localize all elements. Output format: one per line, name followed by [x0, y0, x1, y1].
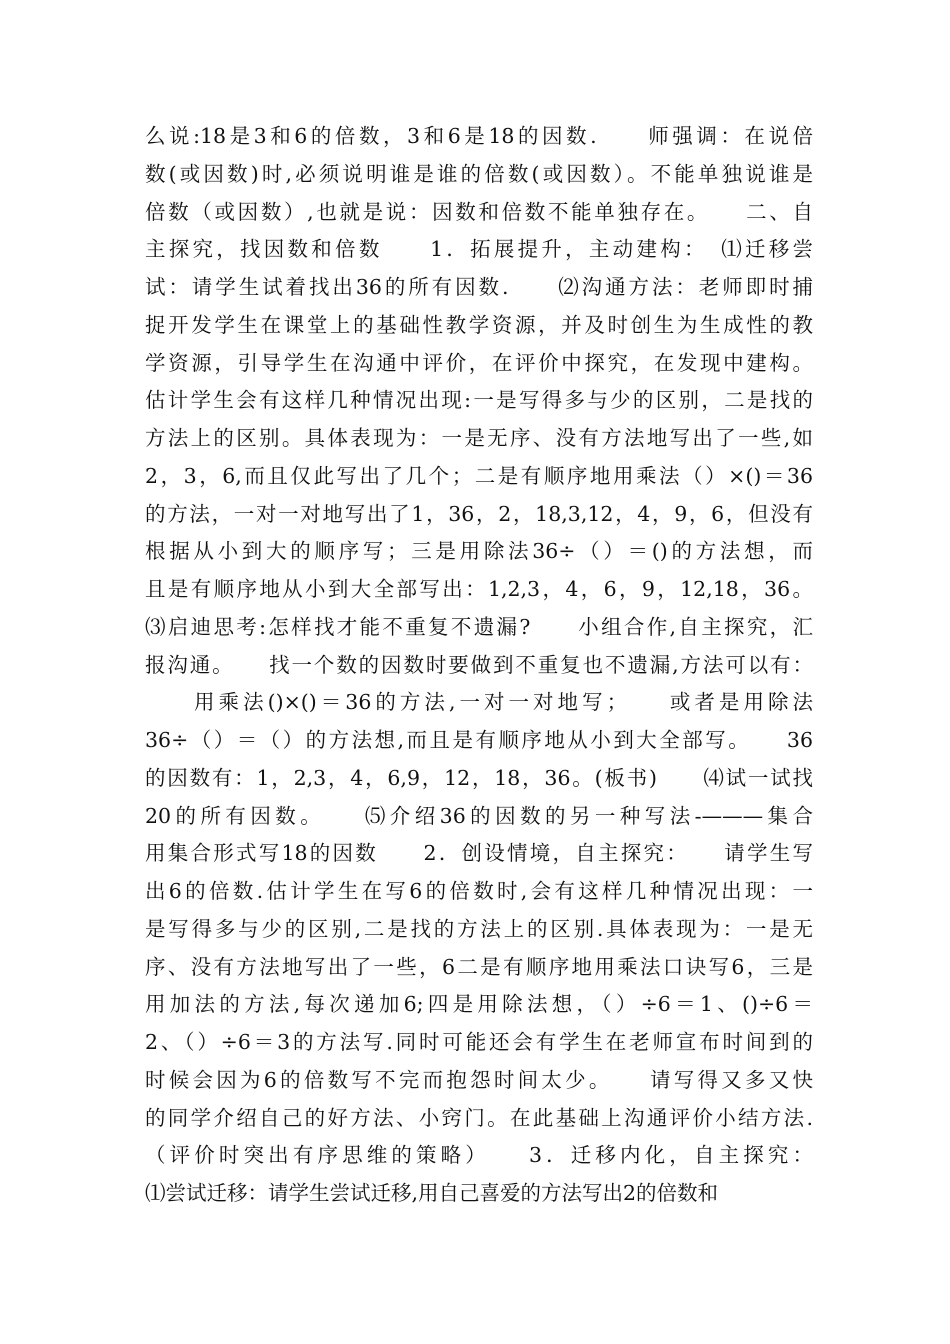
- text-line-6: 捉开发学生在课堂上的基础性教学资源，并及时创生为生成性的教: [145, 312, 813, 337]
- text-line-21: 出6的倍数.估计学生在写6的倍数时,会有这样几种情况出现：一: [145, 879, 813, 903]
- text-line-20: 用集合形式写18的因数 2．创设情境，自主探究： 请学生写: [145, 841, 813, 866]
- text-line-29: ⑴尝试迁移：请学生尝试迁移,用自己喜爱的方法写出2的倍数和: [145, 1181, 719, 1205]
- text-line-13: 且是有顺序地从小到大全部写出：1,2,3，4，6，9，12,18，36。: [145, 577, 813, 601]
- text-line-18: 的因数有：1，2,3，4，6,9，12，18，36。(板书) ⑷试一试找: [145, 765, 813, 790]
- text-line-12: 根据从小到大的顺序写；三是用除法36÷（）＝()的方法想，而: [145, 539, 813, 564]
- text-line-4: 主探究，找因数和倍数 1．拓展提升，主动建构： ⑴迁移尝: [145, 237, 813, 262]
- text-line-25: 2、（）÷6＝3的方法写.同时可能还会有学生在老师宣布时间到的: [145, 1030, 813, 1054]
- text-line-17: 36÷（）＝（）的方法想,而且是有顺序地从小到大全部写。 36: [145, 728, 813, 752]
- text-line-2: 数(或因数)时,必须说明谁是谁的倍数(或因数）。不能单独说谁是: [145, 161, 813, 186]
- text-line-19: 20的所有因数。 ⑸介绍36的因数的另一种写法-———集合: [145, 803, 813, 828]
- text-line-11: 的方法，一对一对地写出了1，36，2，18,3,12，4，9，6，但没有: [145, 501, 813, 526]
- text-line-27: 的同学介绍自己的好方法、小窍门。在此基础上沟通评价小结方法.: [145, 1105, 813, 1130]
- text-line-15: 报沟通。 找一个数的因数时要做到不重复也不遗漏,方法可以有：: [145, 652, 813, 677]
- text-line-24: 用加法的方法,每次递加6;四是用除法想，（）÷6＝1、()÷6＝: [145, 992, 813, 1017]
- text-line-3: 倍数（或因数）,也就是说：因数和倍数不能单独存在。 二、自: [145, 199, 813, 224]
- text-line-28: （评价时突出有序思维的策略） 3．迁移内化，自主探究：: [145, 1143, 813, 1168]
- text-line-7: 学资源，引导学生在沟通中评价，在评价中探究，在发现中建构。: [145, 350, 813, 375]
- text-line-23: 序、没有方法地写出了一些，6二是有顺序地用乘法口诀写6，三是: [145, 954, 813, 979]
- body-text: [145, 118, 813, 1213]
- text-line-22: 是写得多与少的区别,二是找的方法上的区别.具体表现为：一是无: [145, 916, 813, 941]
- text-line-10: 2，3，6,而且仅此写出了几个；二是有顺序地用乘法（）×()＝36: [145, 463, 813, 488]
- text-line-9: 方法上的区别。具体表现为：一是无序、没有方法地写出了一些,如: [145, 426, 813, 450]
- text-line-5: 试：请学生试着找出36的所有因数. ⑵沟通方法：老师即时捕: [145, 275, 813, 299]
- text-line-14: ⑶启迪思考:怎样找才能不重复不遗漏? 小组合作,自主探究，汇: [145, 614, 813, 639]
- text-line-26: 时候会因为6的倍数写不完而抱怨时间太少。 请写得又多又快: [145, 1067, 813, 1092]
- text-line-8: 估计学生会有这样几种情况出现:一是写得多与少的区别，二是找的: [145, 388, 813, 413]
- text-line-1: 么说:18是3和6的倍数，3和6是18的因数. 师强调：在说倍: [145, 124, 813, 148]
- text-line-16: 用乘法()×()＝36的方法,一对一对地写； 或者是用除法: [145, 690, 813, 715]
